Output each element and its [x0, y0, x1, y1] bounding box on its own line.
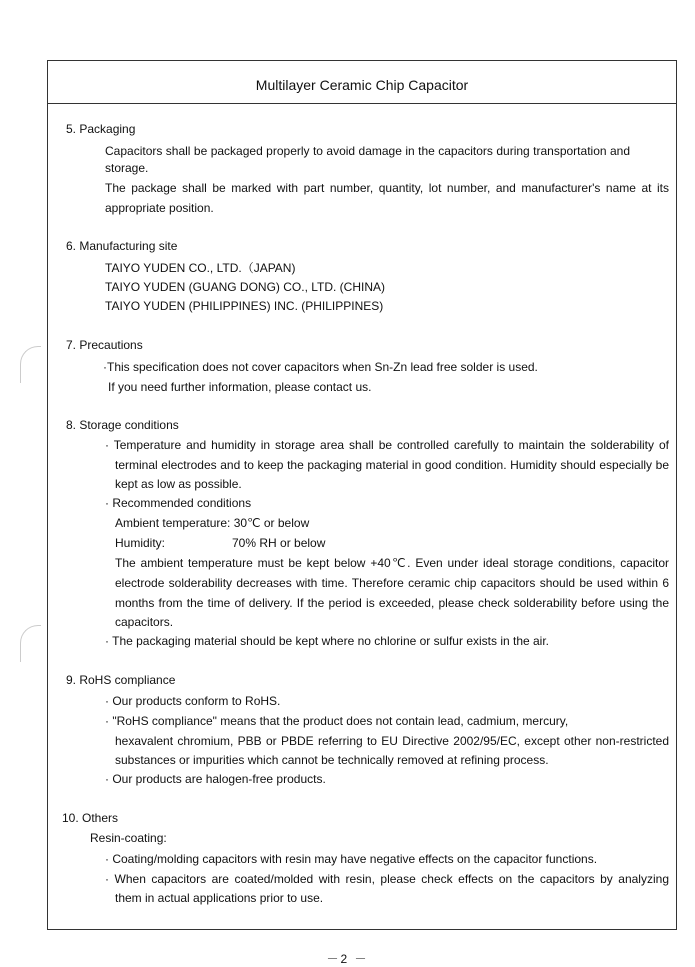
precautions-line: ·This specification does not cover capacitors when Sn-Zn lead free solder is used. [103, 360, 538, 374]
section-heading-precautions: 7. Precautions [66, 338, 143, 352]
storage-line: electrode solderability decreases with time. Therefore ceramic chip capacitors should be used within 6 [115, 576, 669, 590]
rohs-line: hexavalent chromium, PBB or PBDE referring to EU Directive 2002/95/EC, except other non-restricted [115, 734, 669, 748]
section-heading-manufacturing: 6. Manufacturing site [66, 239, 178, 253]
manufacturing-site: TAIYO YUDEN (GUANG DONG) CO., LTD. (CHINA) [105, 280, 386, 294]
others-line: Resin-coating: [90, 831, 167, 845]
rohs-line: · Our products conform to RoHS. [105, 694, 281, 708]
packaging-line: Capacitors shall be packaged properly to avoid damage in the capacitors during transportation and [105, 144, 630, 158]
packaging-line: storage. [105, 161, 149, 175]
scan-artifact-mark [20, 346, 41, 383]
others-line: · When capacitors are coated/molded with resin, please check effects on the capacitors by analyzing [105, 872, 669, 886]
storage-line: capacitors. [115, 615, 174, 629]
title-divider [48, 103, 676, 104]
packaging-line: appropriate position. [105, 201, 214, 215]
manufacturing-site: TAIYO YUDEN CO., LTD.（JAPAN) [105, 261, 296, 275]
storage-line: · Recommended conditions [105, 496, 252, 510]
storage-line: kept as low as possible. [115, 477, 242, 491]
others-line: · Coating/molding capacitors with resin may have negative effects on the capacitor functions. [105, 852, 598, 866]
section-heading-storage: 8. Storage conditions [66, 418, 179, 432]
storage-line: terminal electrodes and to keep the packaging material in good condition. Humidity should especially be [115, 458, 669, 472]
storage-line: The ambient temperature must be kept below +40℃. Even under ideal storage conditions, capacitor [115, 556, 669, 570]
section-heading-packaging: 5. Packaging [66, 122, 136, 136]
page-number: －2 － [326, 952, 369, 966]
storage-line: · The packaging material should be kept where no chlorine or sulfur exists in the air. [105, 634, 550, 648]
rohs-line: · Our products are halogen-free products. [105, 772, 326, 786]
scan-artifact-mark [20, 625, 41, 662]
precautions-line: If you need further information, please contact us. [108, 380, 372, 394]
storage-humidity-label: Humidity: [115, 536, 166, 550]
document-title: Multilayer Ceramic Chip Capacitor [255, 77, 469, 93]
rohs-line: · "RoHS compliance" means that the product does not contain lead, cadmium, mercury, [105, 714, 569, 728]
storage-humidity-value: 70% RH or below [232, 536, 326, 550]
section-heading-others: 10. Others [62, 811, 119, 825]
packaging-line: The package shall be marked with part number, quantity, lot number, and manufacturer's name at its [105, 181, 669, 195]
storage-line: · Temperature and humidity in storage area shall be controlled carefully to maintain the solderability of [105, 438, 669, 452]
others-line: them in actual applications prior to use. [115, 891, 324, 905]
manufacturing-site: TAIYO YUDEN (PHILIPPINES) INC. (PHILIPPINES) [105, 299, 384, 313]
storage-line: months from the time of delivery. If the period is exceeded, please check solderability before using the [115, 596, 669, 610]
storage-line: Ambient temperature: 30℃ or below [115, 516, 310, 530]
rohs-line: substances or impurities which cannot be technically removed at refining process. [115, 753, 549, 767]
section-heading-rohs: 9. RoHS compliance [66, 673, 176, 687]
